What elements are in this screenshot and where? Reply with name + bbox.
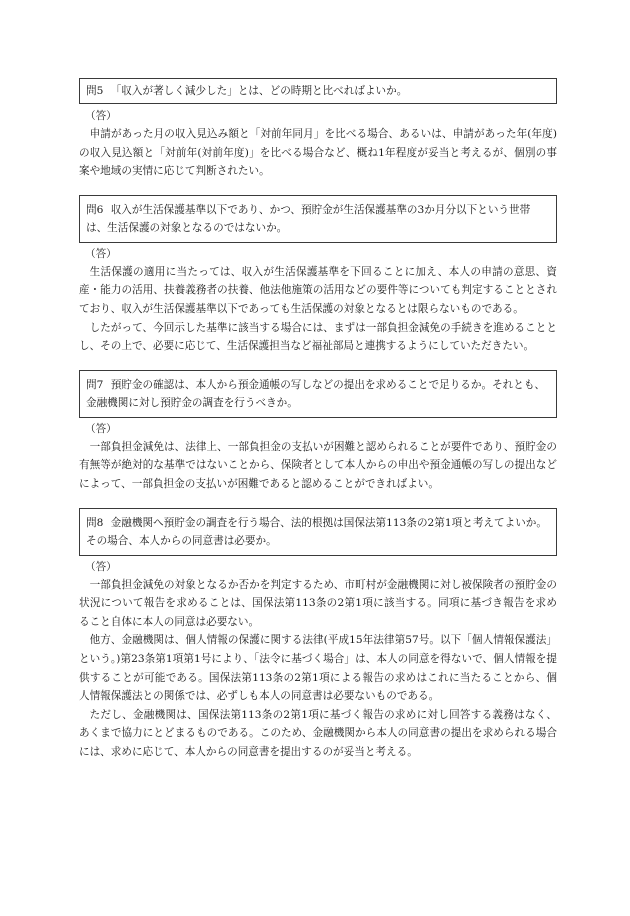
qa-item-7 [79,370,557,494]
question-box [79,78,557,104]
answer-paragraph: 生活保護の適用に当たっては、収入が生活保護基準を下回ることに加え、本人の申請の意思、資産・能力の活用、扶養義務者の扶養、他法他施策の活用などの要件等についても判定することとされており、収入が生活保護基準以下であっても生活保護の対象となるとは限らないものである。 [79,265,557,315]
qa-item-5 [79,78,557,181]
answer-paragraph: したがって、今回示した基準に該当する場合には、まずは一部負担金減免の手続きを進めることとし、その上で、必要に応じて、生活保護担当など福祉部局と連携するようにしていただきたい。 [79,321,557,353]
question-label: 問7 [86,378,104,391]
answer-paragraph: ただし、金融機関は、国保法第113条の2第1項に基づく報告の求めに対し回答する義務はなく、あくまで協力にとどまるものである。このため、金融機関から本人の同意書の提出を求められる場合には、求めに応じて、本人からの同意書を提出するのが妥当と考える。 [79,708,557,758]
question-label: 問8 [86,516,104,529]
document-page [79,78,557,775]
answer-paragraph: 申請があった月の収入見込み額と「対前年同月」を比べる場合、あるいは、申請があった年(年度)の収入見込額と「対前年(対前年度)」を比べる場合など、概ね1年程度が妥当と考えるが、個別の事案や地域の実情に応じて判断されたい。 [79,128,557,178]
question-label: 問6 [86,203,104,216]
answer-label: （答） [85,247,117,260]
question-text: 金融機関へ預貯金の調査を行う場合、法的根拠は国保法第113条の2第1項と考えてよいか。その場合、本人からの同意書は必要か。 [86,516,547,547]
answer-paragraph: 他方、金融機関は、個人情報の保護に関する法律(平成15年法律第57号。以下「個人情報保護法」という。)第23条第1項第1号により、「法令に基づく場合」は、本人の同意を得ないで、個人情報を提供することが可能である。国保法第113条の2第1項による報告の求めはこれに当たることから、個人情報保護法との関係では、必ずしも本人の同意書は必要ないものである。 [79,634,557,703]
answer-label: （答） [85,110,117,122]
question-box [79,508,557,556]
question-box [79,370,557,418]
question-box [79,195,557,243]
answer-label: （答） [85,422,117,435]
question-text: 収入が生活保護基準以下であり、かつ、預貯金が生活保護基準の3か月分以下という世帯は、生活保護の対象となるのではないか。 [86,203,531,234]
qa-item-6 [79,195,557,356]
answer-paragraph: 一部負担金減免の対象となるか否かを判定するため、市町村が金融機関に対し被保険者の預貯金の状況について報告を求めることは、国保法第113条の2第1項に該当する。同項に基づき報告を求めること自体に本人の同意は必要ない。 [79,578,557,628]
question-label: 問5 [86,85,104,97]
question-text: 預貯金の確認は、本人から預金通帳の写しなどの提出を求めることで足りるか。それとも、金融機関に対し預貯金の調査を行うべきか。 [86,378,546,409]
qa-item-8 [79,508,557,762]
question-text: 「収入が著しく減少した」とは、どの時期と比べればよいか。 [110,85,408,97]
answer-label: （答） [85,560,117,573]
answer-paragraph: 一部負担金減免は、法律上、一部負担金の支払いが困難と認められることが要件であり、預貯金の有無等が絶対的な基準ではないことから、保険者として本人からの申出や預金通帳の写しの提出などによって、一部負担金の支払いが困難であると認めることができればよい。 [79,440,557,490]
